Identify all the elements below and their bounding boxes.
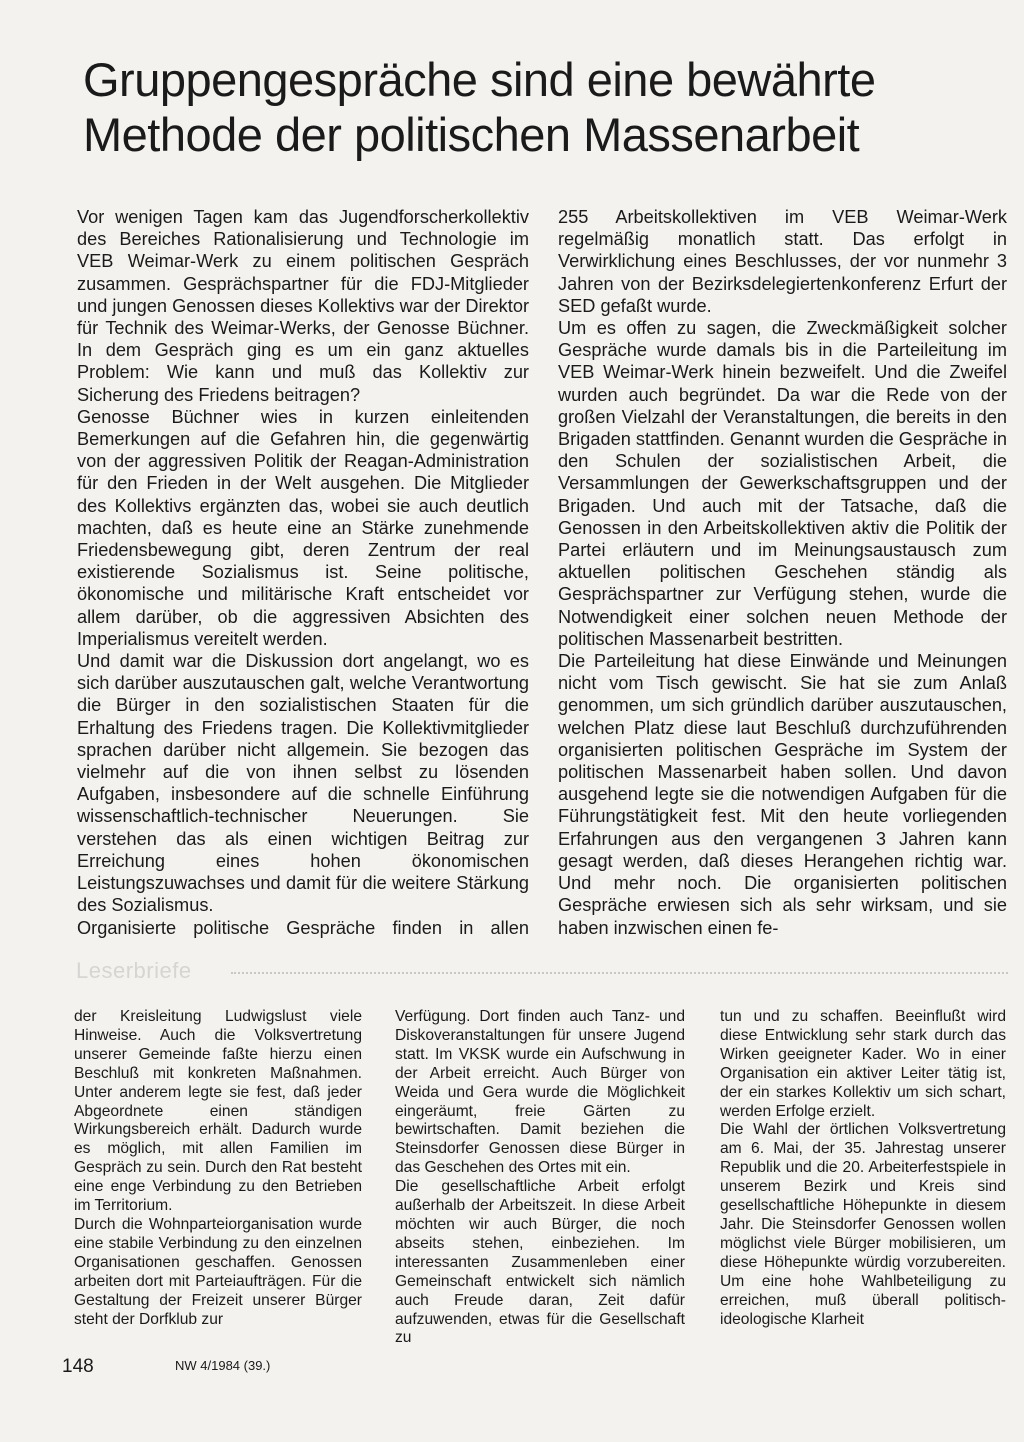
paragraph: Die gesellschaftliche Arbeit erfolgt außerhalb der Arbeitszeit. In diese Arbeit möchten wir auch Bürger, die noch abseits stehen, einbeziehen. Im interessanten Zusammenleben einer Gemeinschaft entwickelt sich nämlich auch Freude daran, Zeit dafür aufzuwenden, etwas für die Gesellschaft zu (395, 1178, 685, 1347)
letters-column-1 (74, 1008, 362, 1329)
letters-column-2 (395, 1008, 685, 1348)
paragraph: 255 Arbeitskollektiven im VEB Weimar-Werk regelmäßig monatlich statt. Das erfolgt in Verwirklichung eines Beschlusses, der vor nunmehr 3 Jahren von der Bezirksdelegiertenkonferenz Erfurt der SED gefaßt wurde. (558, 207, 1007, 316)
paragraph: Durch die Wohnparteiorganisation wurde eine stabile Verbindung zu den einzelnen Organisationen geschaffen. Genossen arbeiten dort mit Parteiaufträgen. Für die Gestaltung der Freizeit unserer Bürger steht der Dorfklub zur (74, 1215, 362, 1328)
section-divider (231, 972, 1008, 974)
issue-reference: NW 4/1984 (39.) (175, 1358, 271, 1373)
page-number: 148 (62, 1356, 94, 1377)
paragraph: der Kreisleitung Ludwigslust viele Hinweise. Auch die Volksvertretung unserer Gemeinde faßte hierzu einen Beschluß mit konkreten Maßnahmen. Unter anderem legte sie fest, daß jeder Abgeordnete einen ständigen Wirkungsbereich erhält. Dadurch wurde es möglich, mit allen Familien im Gespräch zu sein. Durch den Rat besteht eine enge Verbindung zu den Betrieben im Territorium. (74, 1008, 362, 1215)
article-column-1 (77, 206, 529, 939)
paragraph: Die Parteileitung hat diese Einwände und Meinungen nicht vom Tisch gewischt. Sie hat sie zum Anlaß genommen, um sich gründlich darüber auszutauschen, welchen Platz diese laut Beschluß durchzuführenden organisierten politischen Gespräche im System der politischen Massenarbeit haben sollen. Und davon ausgehend legte sie die notwendigen Aufgaben für die Führungstätigkeit fest. Mit den heute vorliegenden Erfahrungen aus den vergangenen 3 Jahren kann gesagt werden, daß dieses Herangehen richtig war. Und mehr noch. Die organisierten politischen Gespräche erwiesen sich als sehr wirksam, und sie haben inzwischen einen fe- (558, 651, 1007, 938)
paragraph: Um es offen zu sagen, die Zweckmäßigkeit solcher Gespräche wurde damals bis in die Parteileitung im VEB Weimar-Werk hinein bezweifelt. Und die Zweifel wurden auch begründet. Da war die Rede von der großen Vielzahl der Veranstaltungen, die bereits in den Brigaden stattfinden. Genannt wurden die Gespräche in den Schulen der sozialistischen Arbeit, die Versammlungen der Gewerkschaftsgruppen und der Brigaden. Und auch mit der Tatsache, daß die Genossen in den Arbeitskollektiven aktiv die Politik der Partei erläutern und im Meinungsaustausch zum aktuellen politischen Geschehen ständig als Gesprächspartner zur Verfügung stehen, wurde die Notwendigkeit einer solchen neuen Methode der politischen Massenarbeit bestritten. (558, 318, 1007, 649)
section-header (76, 958, 1008, 988)
paragraph: Verfügung. Dort finden auch Tanz- und Diskoveranstaltungen für unsere Jugend statt. Im VKSK wurde ein Aufschwung in der Arbeit erreicht. Auch Bürger von Weida und Gera wurde die Möglichkeit eingeräumt, freie Gärten zu bewirtschaften. Damit beziehen die Steinsdorfer Genossen diese Bürger in das Geschehen des Ortes mit ein. (395, 1008, 685, 1177)
article-column-2 (558, 206, 1007, 939)
paragraph: Vor wenigen Tagen kam das Jugendforscherkollektiv des Bereiches Rationalisierung und Technologie im VEB Weimar-Werk zu einem politischen Gespräch zusammen. Gesprächspartner für die FDJ-Mitglieder und jungen Genossen dieses Kollektivs war der Direktor für Technik des Weimar-Werks, der Genosse Büchner. In dem Gespräch ging es um ein ganz aktuelles Problem: Wie kann und muß das Kollektiv zur Sicherung des Friedens beitragen? (77, 207, 529, 405)
paragraph: Genosse Büchner wies in kurzen einleitenden Bemerkungen auf die Gefahren hin, die gegenwärtig von der aggressiven Politik der Reagan-Administration für den Frieden in der Welt ausgehen. Die Mitglieder des Kollektivs ergänzten das, wobei sie auch deutlich machten, daß es heute eine an Stärke zunehmende Friedensbewegung gibt, deren Zentrum der real existierende Sozialismus ist. Seine politische, ökonomische und militärische Kraft entscheidet vor allem darüber, ob die aggressiven Absichten des Imperialismus vereitelt werden. (77, 406, 529, 649)
letters-column-3 (720, 1008, 1006, 1329)
paragraph: Die Wahl der örtlichen Volksvertretung am 6. Mai, der 35. Jahrestag unserer Republik und die 20. Arbeiterfestspiele in unserem Bezirk und Kreis sind gesellschaftliche Höhepunkte in diesem Jahr. Die Steinsdorfer Genossen wollen möglichst viele Bürger mobilisieren, um diese Höhepunkte würdig vorzubereiten. Um eine hohe Wahlbeteiligung zu erreichen, muß überall politisch-ideologische Klarheit (720, 1121, 1006, 1328)
section-label: Leserbriefe (76, 958, 192, 983)
title-line-2: Methode der politischen Massenarbeit (83, 108, 860, 161)
paragraph: Und damit war die Diskussion dort angelangt, wo es sich darüber auszutauschen galt, welche Verantwortung die Bürger in den sozialistischen Staaten für die Erhaltung des Friedens tragen. Die Kollektivmitglieder sprachen darüber nicht allgemein. Sie bezogen das vielmehr auf die von ihnen selbst zu lösenden Aufgaben, insbesondere auf die schnelle Einführung wissenschaftlich-technischer Neuerungen. Sie verstehen das als einen wichtigen Beitrag zur Erreichung eines hohen ökonomischen Leistungszuwachses und damit für die weitere Stärkung des Sozialismus. (77, 651, 529, 916)
article-title (83, 52, 963, 162)
paragraph: tun und zu schaffen. Beeinflußt wird diese Entwicklung sehr stark durch das Wirken geeigneter Kader. Wo in einer Organisation ein aktiver Leiter tätig ist, der ein starkes Kollektiv um sich schart, werden Erfolge erzielt. (720, 1008, 1006, 1120)
paragraph: Organisierte politische Gespräche finden in allen (77, 917, 529, 938)
title-line-1: Gruppengespräche sind eine bewährte (83, 53, 876, 106)
